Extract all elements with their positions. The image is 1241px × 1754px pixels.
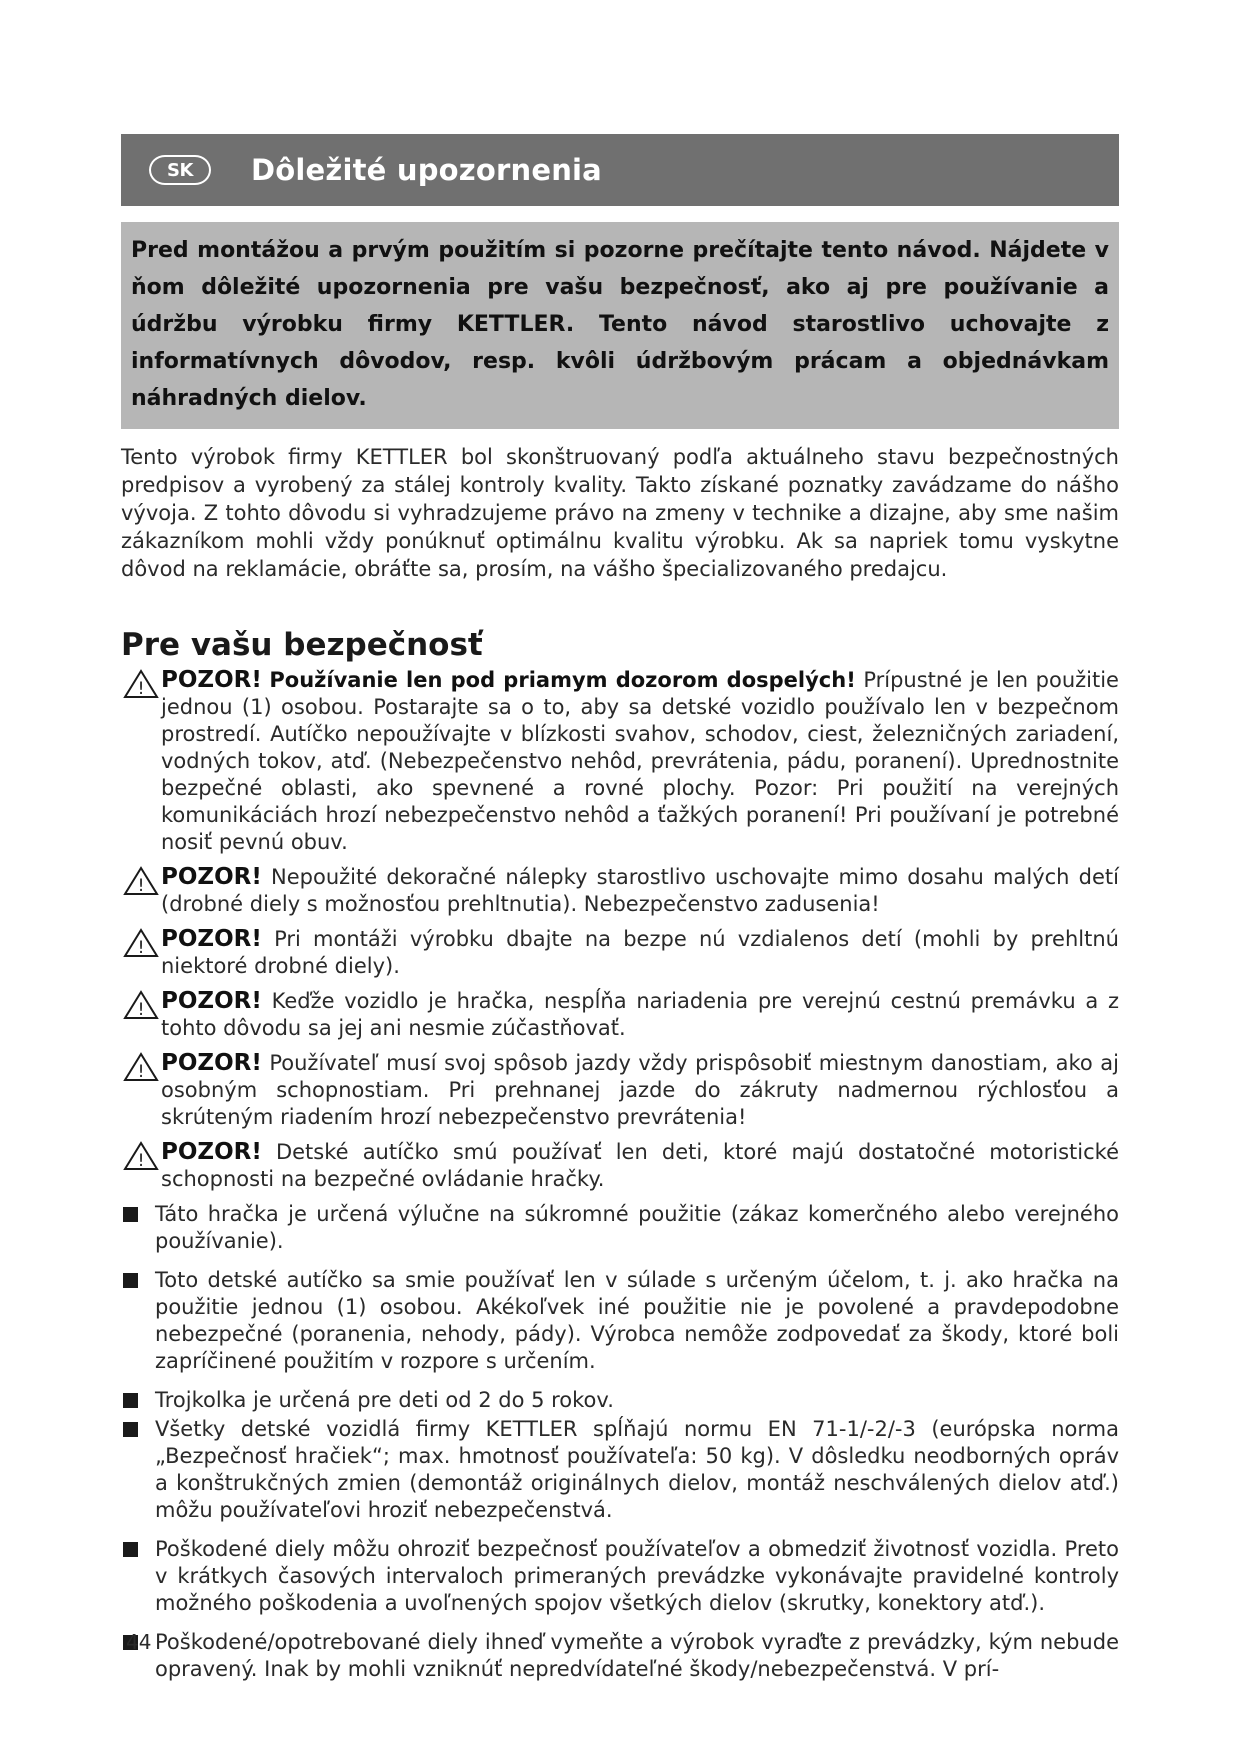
- section-header-bar: [121, 134, 1119, 206]
- warning-head: POZOR!: [161, 1050, 262, 1076]
- warning-triangle-icon: [123, 1141, 159, 1171]
- bullet-item: [121, 1201, 1119, 1255]
- warning-text: Nepoužité dekoračné nálepky starostlivo uschovajte mimo dosahu malých detí (drobné diely s možnosťou prehltnutia). Nebezpečenstvo zadusenia!: [161, 865, 1119, 916]
- bullet-text: Toto detské autíčko sa smie používať len v súlade s určeným účelom, t. j. ako hračka na použitie jednou (1) osobou. Akékoľvek iné použitie nie je povolené a pravdepodobne nebezpečné (poranenia, nehody, pády). Výrobca nemôže zodpovedať za škody, ktoré boli zapríčinené použitím v rozpore s určením.: [155, 1268, 1119, 1373]
- intro-notice-box: Pred montážou a prvým použitím si pozorne prečítajte tento návod. Nájdete v ňom dôležité upozornenia pre vašu bezpečnosť, ako aj pre používanie a údržbu výrobku firmy KETTLER. Tento návod starostlivo uchovajte z informatívnych dôvodov, resp. kvôli údržbovým prácam a objednávkam náhradných dielov.: [121, 222, 1119, 429]
- square-bullet-icon: [123, 1393, 138, 1408]
- language-badge: SK: [149, 155, 211, 185]
- bullet-text: Všetky detské vozidlá firmy KETTLER spĺňajú normu EN 71-1/-2/-3 (európska norma „Bezpečnosť hračiek“; max. hmotnosť používateľa: 50 kg). V dôsledku neodborných opráv a konštrukčných zmien (demontáž originálnych dielov, montáž neschválených dielov atď.) môžu používateľovi hroziť nebezpečenstvá.: [155, 1417, 1119, 1522]
- warning-triangle-icon: [123, 1052, 159, 1082]
- warning-item: [121, 988, 1119, 1042]
- warning-item: [121, 926, 1119, 980]
- bullet-item: [121, 1536, 1119, 1617]
- warning-triangle-icon: [123, 990, 159, 1020]
- svg-text:!: !: [137, 938, 145, 958]
- square-bullet-icon: [123, 1273, 138, 1288]
- bullet-text: Táto hračka je určená výlučne na súkromné použitie (zákaz komerčného alebo verejného používanie).: [155, 1202, 1119, 1253]
- warning-text: Prípustné je len použitie jednou (1) osobou. Postarajte sa o to, aby sa detské vozidlo používalo len v bezpečnom prostredí. Autíčko nepoužívajte v blízkosti svahov, schodov, ciest, železničných zariadení, vodných tokov, atď. (Nebezpečenstvo nehôd, prevrátenia, pádu, poranení). Uprednostnite bezpečné oblasti, ako spevnené a rovné plochy. Pozor: Pri použití na verejných komunikáciách hrozí nebezpečenstvo nehôd a ťažkých poranení! Pri používaní je potrebné nosiť pevnú obuv.: [161, 668, 1119, 854]
- bullet-item: [121, 1387, 1119, 1414]
- bullet-item: [121, 1267, 1119, 1375]
- warning-triangle-icon: [123, 866, 159, 896]
- square-bullet-icon: [123, 1542, 138, 1557]
- square-bullet-icon: [123, 1207, 138, 1222]
- warning-item: [121, 1050, 1119, 1131]
- page-title: Dôležité upozornenia: [251, 153, 602, 187]
- svg-text:!: !: [137, 1151, 145, 1171]
- bullet-item: [121, 1416, 1119, 1524]
- svg-text:!: !: [137, 1062, 145, 1082]
- safety-section-title: Pre vašu bezpečnosť: [121, 627, 483, 663]
- document-page: [121, 134, 1119, 1695]
- svg-text:!: !: [137, 1000, 145, 1020]
- warning-subhead: Používanie len pod priamym dozorom dospelých!: [269, 668, 856, 692]
- warning-text: Pri montáži výrobku dbajte na bezpe nú vzdialenos detí (mohli by prehltnú niektoré drobné diely).: [161, 927, 1119, 978]
- bullet-text: Poškodené diely môžu ohroziť bezpečnosť používateľov a obmedziť životnosť vozidla. Preto v krátkych časových intervaloch primeraných prevádzke vykonávajte pravidelné kontroly možného poškodenia a uvoľnených spojov všetkých dielov (skrutky, konektory atď.).: [155, 1537, 1119, 1615]
- svg-text:!: !: [137, 876, 145, 896]
- warning-head: POZOR!: [161, 926, 262, 952]
- warning-head: POZOR!: [161, 667, 262, 693]
- svg-text:!: !: [137, 679, 145, 699]
- warning-item: [121, 1139, 1119, 1193]
- warning-list: [121, 667, 1119, 1193]
- page-number: 44: [126, 1630, 152, 1654]
- warning-head: POZOR!: [161, 864, 262, 890]
- warning-head: POZOR!: [161, 988, 262, 1014]
- warning-triangle-icon: [123, 928, 159, 958]
- warning-item: [121, 864, 1119, 918]
- square-bullet-icon: [123, 1422, 138, 1437]
- bullet-item: [121, 1629, 1119, 1683]
- intro-paragraph: Tento výrobok firmy KETTLER bol skonštruovaný podľa aktuálneho stavu bezpečnostných predpisov a vyrobený za stálej kontroly kvality. Takto získané poznatky zavádzame do nášho vývoja. Z tohto dôvodu si vyhradzujeme právo na zmeny v technike a dizajne, aby sme našim zákazníkom mohli vždy ponúknuť optimálnu kvalitu výrobku. Ak sa napriek tomu vyskytne dôvod na reklamácie, obráťte sa, prosím, na vášho špecializovaného predajcu.: [121, 445, 1119, 581]
- bullet-text: Poškodené/opotrebované diely ihneď vymeňte a výrobok vyraďte z prevádzky, kým nebude opravený. Inak by mohli vzniknúť nepredvídateľné škody/nebezpečenstvá. V prí-: [155, 1630, 1119, 1681]
- warning-text: Keďže vozidlo je hračka, nespĺňa nariadenia pre verejnú cestnú premávku a z tohto dôvodu sa jej ani nesmie zúčastňovať.: [161, 989, 1119, 1040]
- warning-text: Detské autíčko smú používať len deti, ktoré majú dostatočné motoristické schopnosti na bezpečné ovládanie hračky.: [161, 1140, 1119, 1191]
- warning-triangle-icon: [123, 669, 159, 699]
- warning-item: [121, 667, 1119, 856]
- warning-text: Používateľ musí svoj spôsob jazdy vždy prispôsobiť miestnym danostiam, ako aj osobným schopnostiam. Pri prehnanej jazde do zákruty nadmernou rýchlosťou a skrúteným riadením hrozí nebezpečenstvo prevrátenia!: [161, 1051, 1119, 1129]
- warning-head: POZOR!: [161, 1139, 262, 1165]
- bullet-text: Trojkolka je určená pre deti od 2 do 5 rokov.: [155, 1388, 614, 1412]
- bullet-list: [121, 1201, 1119, 1683]
